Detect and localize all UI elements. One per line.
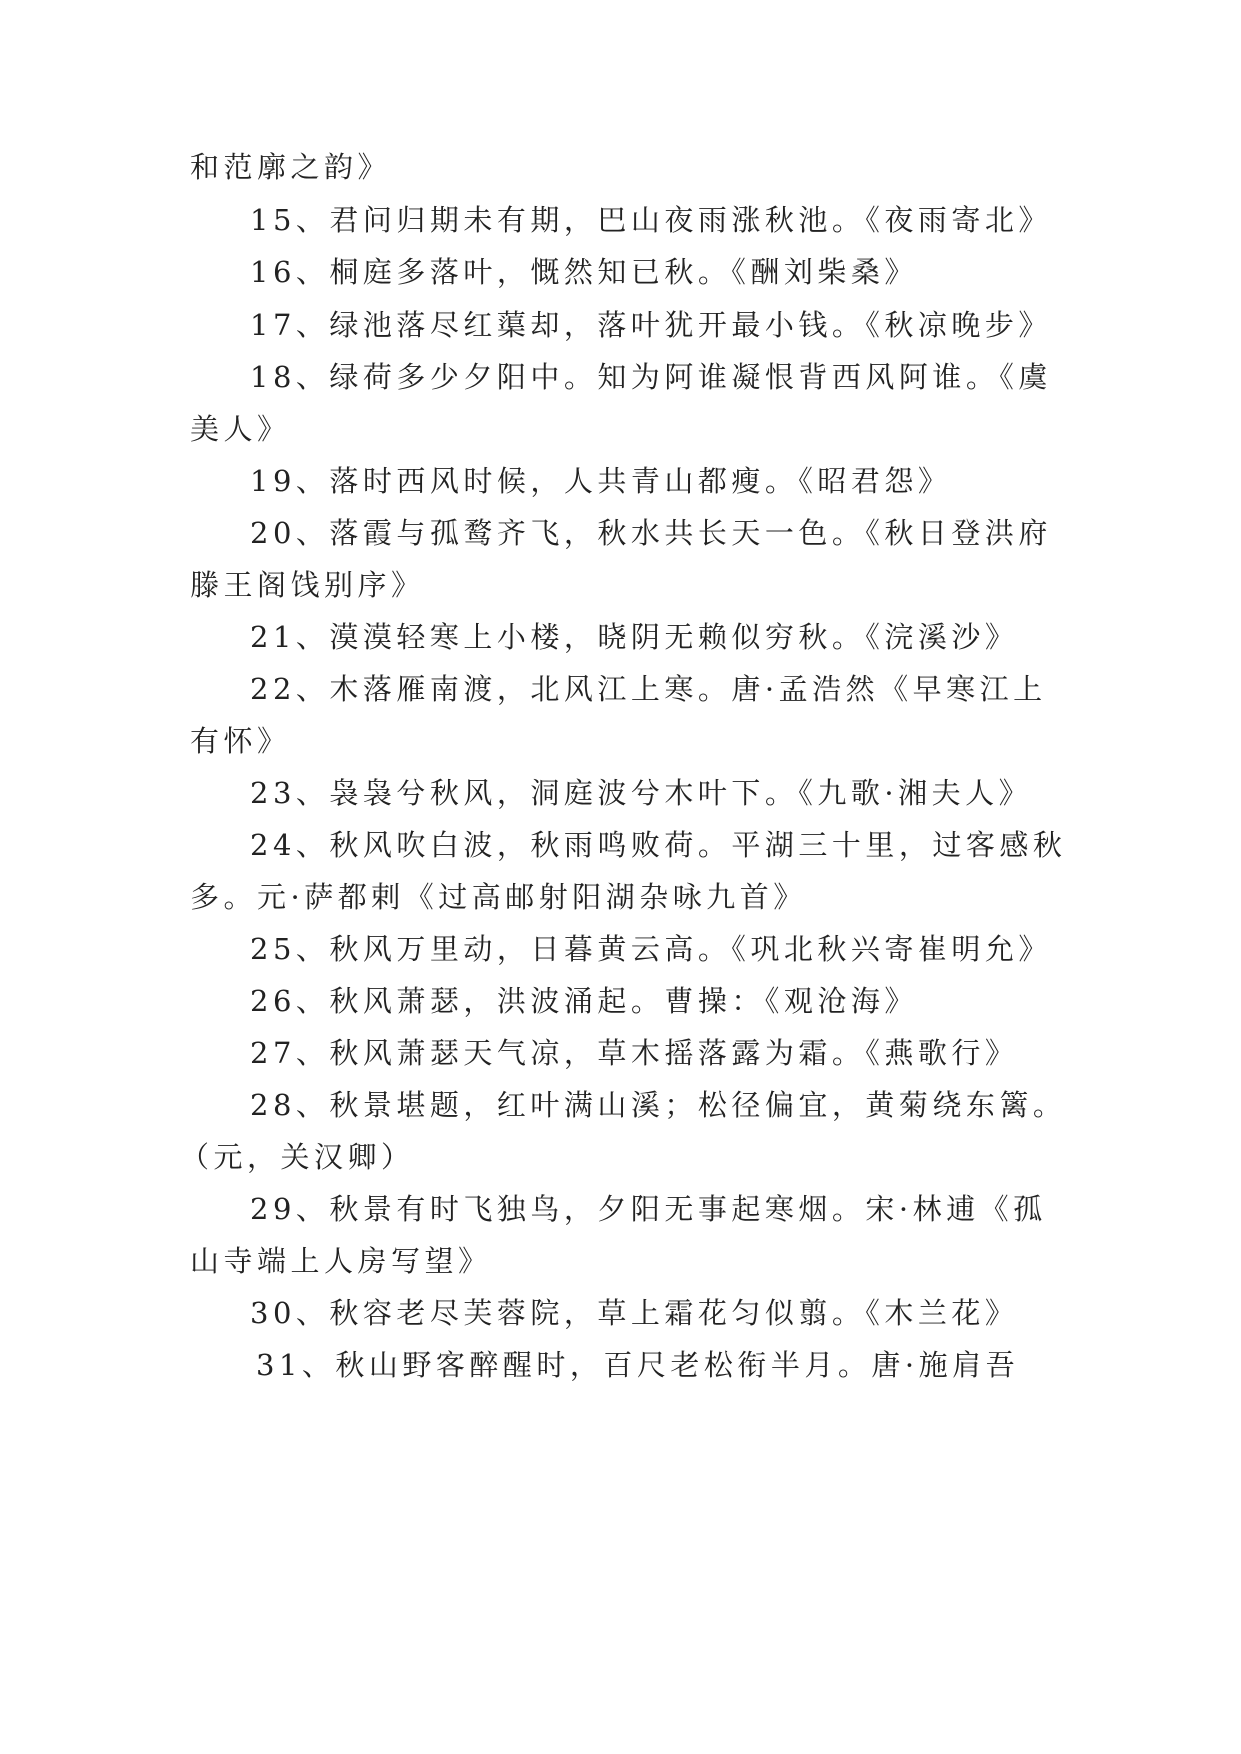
- poem-item-24: 24、秋风吹白波，秋雨鸣败荷。平湖三十里，过客感秋: [250, 828, 1067, 862]
- text-line: 滕王阁饯别序》: [190, 568, 425, 602]
- poem-item-17: 17、绿池落尽红蕖却，落叶犹开最小钱。《秋凉晚步》: [250, 308, 1052, 342]
- poem-item-25: 25、秋风万里动，日暮黄云高。《巩北秋兴寄崔明允》: [250, 932, 1052, 966]
- poem-item-31: 31、秋山野客醉醒时，百尺老松衔半月。唐·施肩吾: [256, 1348, 1020, 1382]
- poem-item-19: 19、落时西风时候，人共青山都瘦。《昭君怨》: [250, 464, 952, 498]
- poem-item-18: 18、绿荷多少夕阳中。知为阿谁凝恨背西风阿谁。《虞: [250, 360, 1052, 394]
- poem-item-16: 16、桐庭多落叶，慨然知已秋。《酬刘柴桑》: [250, 255, 918, 289]
- poem-item-27: 27、秋风萧瑟天气凉，草木摇落露为霜。《燕歌行》: [250, 1036, 1019, 1070]
- poem-item-23: 23、袅袅兮秋风，洞庭波兮木叶下。《九歌·湘夫人》: [250, 776, 1033, 810]
- text-line: 和范廓之韵》: [190, 150, 392, 184]
- text-line: 有怀》: [190, 724, 291, 758]
- text-line: 多。元·萨都剌《过高邮射阳湖杂咏九首》: [190, 880, 807, 914]
- poem-item-15: 15、君问归期未有期，巴山夜雨涨秋池。《夜雨寄北》: [250, 203, 1052, 237]
- poem-item-26: 26、秋风萧瑟，洪波涌起。曹操：《观沧海》: [250, 984, 918, 1018]
- text-line: 山寺端上人房写望》: [190, 1244, 492, 1278]
- poem-item-29: 29、秋景有时飞独鸟，夕阳无事起寒烟。宋·林逋《孤: [250, 1192, 1047, 1226]
- poem-item-30: 30、秋容老尽芙蓉院，草上霜花匀似翦。《木兰花》: [250, 1296, 1019, 1330]
- text-line: 美人》: [190, 412, 291, 446]
- poem-item-21: 21、漠漠轻寒上小楼，晓阴无赖似穷秋。《浣溪沙》: [250, 620, 1019, 654]
- poem-item-20: 20、落霞与孤鹜齐飞，秋水共长天一色。《秋日登洪府: [250, 516, 1052, 550]
- text-line: （元，关汉卿）: [180, 1140, 415, 1174]
- poem-item-22: 22、木落雁南渡，北风江上寒。唐·孟浩然《早寒江上: [250, 672, 1047, 706]
- poem-item-28: 28、秋景堪题，红叶满山溪；松径偏宜，黄菊绕东篱。: [250, 1088, 1067, 1122]
